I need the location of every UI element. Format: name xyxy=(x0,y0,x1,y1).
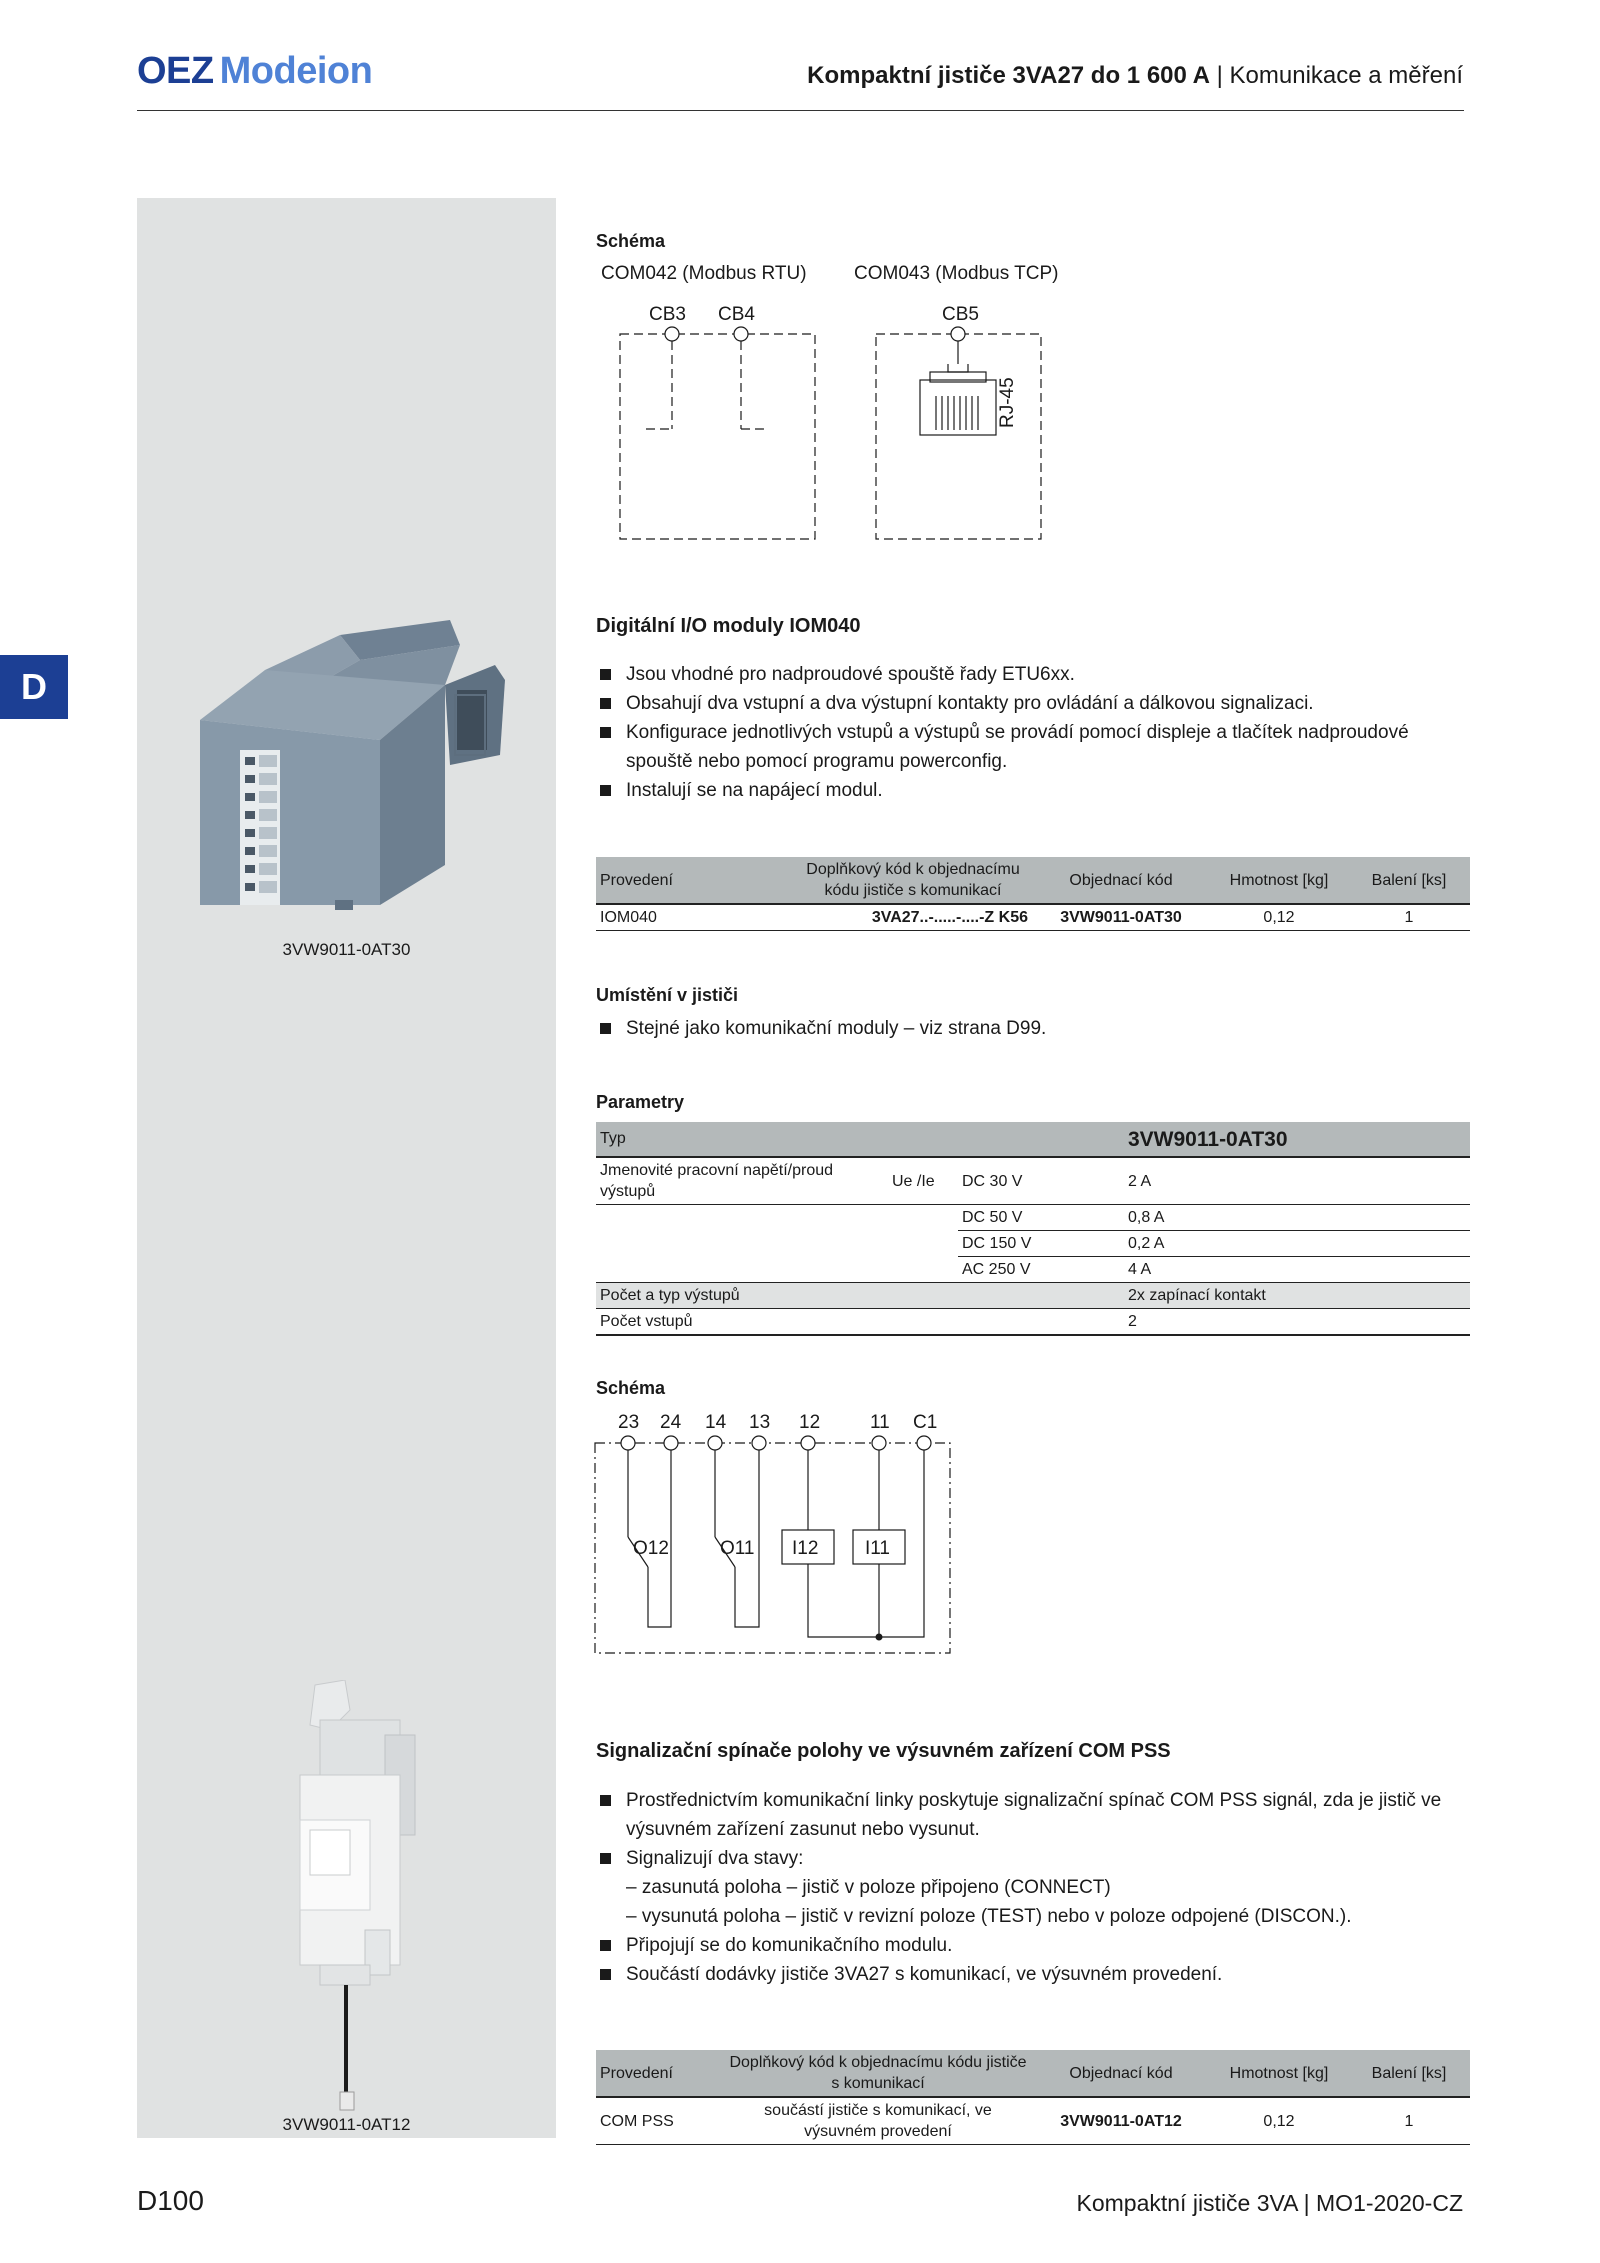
placement-bullets xyxy=(596,1014,1476,1043)
iom-bullet: Konfigurace jednotlivých vstupů a výstupů se provádí pomocí displeje a tlačítek nadproudové spouště nebo pomocí programu powerconfig. xyxy=(596,718,1476,776)
table-cell: 3VW9011-0AT30 xyxy=(1060,909,1182,926)
pss-image-caption: 3VW9011-0AT12 xyxy=(282,2115,411,2134)
table-row xyxy=(596,2097,1470,2145)
params-table xyxy=(596,1122,1470,1336)
col-header: Hmotnost [kg] xyxy=(1210,2050,1348,2097)
params-title: Parametry xyxy=(596,1092,685,1112)
pss-bullet: Připojují se do komunikačního modulu. xyxy=(596,1931,1476,1960)
params-rated-symbol: Ue /Ie xyxy=(892,1172,935,1190)
footer-title: Kompaktní jističe 3VA xyxy=(1076,2190,1298,2216)
pss-bullets xyxy=(596,1786,1476,1989)
col-header: Balení [ks] xyxy=(1348,857,1470,904)
table-cell: 3VA27..-.....-....-Z K56 xyxy=(871,909,1028,926)
header-separator: | xyxy=(1216,62,1223,89)
schema2-i12-label: I12 xyxy=(792,1538,819,1559)
table-cell: 1 xyxy=(1404,2112,1414,2130)
params-outputs-label: Počet a typ výstupů xyxy=(600,1287,740,1304)
pss-bullet: Součástí dodávky jističe 3VA27 s komunikací, ve výsuvném provedení. xyxy=(596,1960,1476,1989)
table-cell: COM PSS xyxy=(600,2112,674,2130)
table-row xyxy=(596,904,1470,931)
schema1-pin-cb3: CB3 xyxy=(649,304,686,325)
table-cell: 0,8 A xyxy=(1124,1205,1470,1231)
table-cell: AC 250 V xyxy=(962,1261,1031,1278)
footer-separator: | xyxy=(1303,2190,1310,2216)
schema2-terminal-23: 23 xyxy=(618,1412,640,1433)
iom-bullet: Jsou vhodné pro nadproudové spouště řady ETU6xx. xyxy=(596,660,1476,689)
col-header: Objednací kód xyxy=(1032,2050,1210,2097)
com-pss-image xyxy=(270,1680,430,2120)
params-inputs-label: Počet vstupů xyxy=(600,1313,693,1330)
schema1-heading: Schéma xyxy=(596,231,666,251)
header-rule xyxy=(137,110,1464,111)
schema2-terminal-12: 12 xyxy=(799,1412,821,1433)
col-header: Hmotnost [kg] xyxy=(1210,857,1348,904)
header-title-main: Kompaktní jističe 3VA27 do 1 600 A xyxy=(807,62,1210,89)
params-type-label: Typ xyxy=(600,1130,626,1147)
schema1-label-com042: COM042 (Modbus RTU) xyxy=(601,263,807,284)
iom-bullet: Obsahují dva vstupní a dva výstupní kontakty pro ovládání a dálkovou signalizaci. xyxy=(596,689,1476,718)
params-type-value: 3VW9011-0AT30 xyxy=(1128,1127,1288,1151)
col-header: Doplňkový kód k objednacímu kódu jističe s komunikací xyxy=(794,857,1032,904)
iom040-module-image xyxy=(195,615,525,915)
table-cell: DC 30 V xyxy=(962,1172,1023,1190)
table-row xyxy=(596,1231,1470,1257)
table-cell: IOM040 xyxy=(600,909,657,926)
table-cell: 1 xyxy=(1404,909,1414,926)
pss-bullet: Signalizují dva stavy: xyxy=(596,1844,1476,1873)
col-header: Balení [ks] xyxy=(1348,2050,1470,2097)
table-cell: 0,2 A xyxy=(1124,1231,1470,1257)
header-title xyxy=(807,62,1463,90)
page-number: D100 xyxy=(137,2185,204,2216)
params-rated-label: Jmenovité pracovní napětí/proud výstupů xyxy=(600,1162,834,1200)
table-header-row xyxy=(596,2050,1470,2097)
schema1-pin-cb5: CB5 xyxy=(942,304,979,325)
schema2-terminal-14: 14 xyxy=(705,1412,727,1433)
iom-title: Digitální I/O moduly IOM040 xyxy=(596,615,861,637)
schema1-pin-cb4: CB4 xyxy=(718,304,755,325)
iom-bullet: Instalují se na napájecí modul. xyxy=(596,776,1476,805)
schema2-terminal-24: 24 xyxy=(660,1412,682,1433)
col-header: Provedení xyxy=(596,2050,724,2097)
params-header-row xyxy=(596,1122,1470,1157)
iom-image-caption: 3VW9011-0AT30 xyxy=(282,940,411,959)
header-title-sub: Komunikace a měření xyxy=(1229,62,1463,89)
schema1-label-com043: COM043 (Modbus TCP) xyxy=(854,263,1059,284)
schema2-o11-label: O11 xyxy=(720,1538,755,1559)
table-cell: 4 A xyxy=(1128,1261,1152,1278)
section-tab: D xyxy=(0,655,68,719)
brand-logo xyxy=(137,50,372,93)
table-cell: součástí jističe s komunikací, ve výsuvném provedení xyxy=(764,2102,992,2140)
logo-oez: OEZ xyxy=(137,50,214,92)
pss-sub-item: – vysunutá poloha – jistič v revizní poloze (TEST) nebo v poloze odpojené (DISCON.). xyxy=(626,1906,1352,1927)
table-row xyxy=(596,1283,1470,1309)
table-header-row xyxy=(596,857,1470,904)
table-cell: 3VW9011-0AT12 xyxy=(1060,2112,1182,2130)
placement-title: Umístění v jističi xyxy=(596,985,739,1005)
schema2-heading: Schéma xyxy=(596,1378,666,1398)
schema1-rj45-label: RJ-45 xyxy=(997,377,1018,428)
params-inputs-value: 2 xyxy=(1128,1313,1137,1330)
pss-title: Signalizační spínače polohy ve výsuvném zařízení COM PSS xyxy=(596,1740,1171,1762)
pss-sub-item: – zasunutá poloha – jistič v poloze připojeno (CONNECT) xyxy=(626,1877,1111,1898)
schema2-terminal-11: 11 xyxy=(870,1412,890,1433)
schema1-diagram xyxy=(596,256,1096,546)
footer-code: MO1-2020-CZ xyxy=(1316,2190,1463,2216)
footer-doc-id xyxy=(1077,2190,1464,2217)
params-outputs-value: 2x zapínací kontakt xyxy=(1128,1287,1266,1304)
pss-order-table xyxy=(596,2050,1470,2145)
col-header: Objednací kód xyxy=(1032,857,1210,904)
iom-bullets xyxy=(596,660,1476,805)
pss-bullet: Prostřednictvím komunikační linky poskytuje signalizační spínač COM PSS signál, zda je jistič ve výsuvném zařízení zasunut nebo vysunut. xyxy=(596,1786,1476,1844)
schema2-diagram xyxy=(590,1405,960,1660)
table-cell: 2 A xyxy=(1128,1172,1152,1190)
schema2-i11-label: I11 xyxy=(865,1538,891,1559)
logo-modeion: Modeion xyxy=(219,50,373,92)
table-cell: 0,12 xyxy=(1263,2112,1295,2130)
table-row xyxy=(596,1257,1470,1283)
iom-order-table xyxy=(596,857,1470,931)
schema2-terminal-c1: C1 xyxy=(913,1412,938,1433)
table-row xyxy=(596,1309,1470,1336)
col-header: Provedení xyxy=(596,857,794,904)
table-row xyxy=(596,1157,1470,1205)
table-cell: 0,12 xyxy=(1263,909,1295,926)
placement-bullet: Stejné jako komunikační moduly – viz strana D99. xyxy=(596,1014,1476,1043)
schema2-o12-label: O12 xyxy=(633,1538,669,1559)
col-header: Doplňkový kód k objednacímu kódu jističe s komunikací xyxy=(724,2050,1032,2097)
table-cell: DC 50 V xyxy=(958,1205,1124,1231)
schema2-terminal-13: 13 xyxy=(749,1412,771,1433)
table-row xyxy=(596,1205,1470,1231)
table-cell: DC 150 V xyxy=(958,1231,1124,1257)
